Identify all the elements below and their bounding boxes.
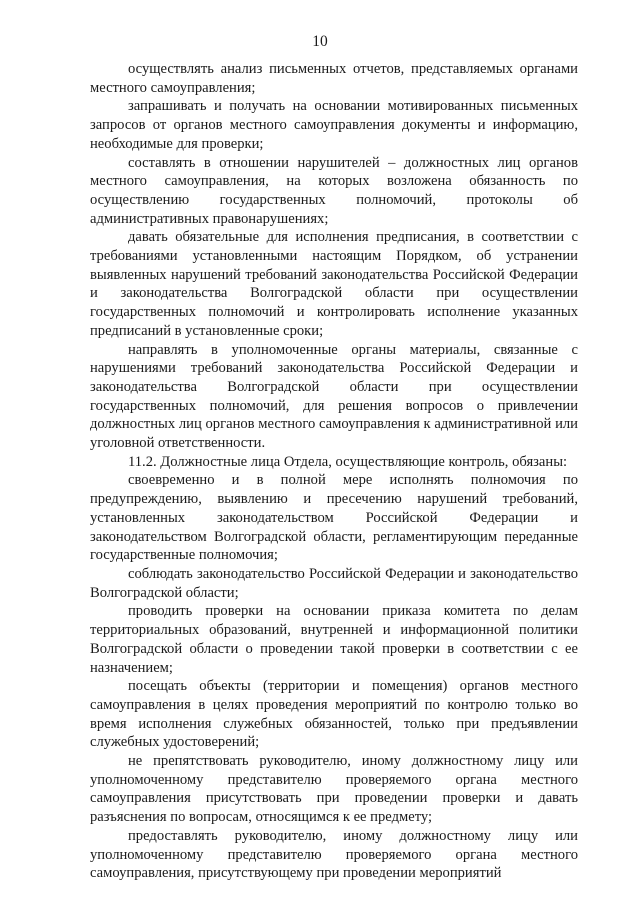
document-body — [90, 60, 578, 883]
paragraph-visit-objects: посещать объекты (территории и помещения) органов местного самоуправления в целях проведения мероприятий по контролю только во время исполнения служебных обязанностей, только при предъявлении служебных удостоверений; — [90, 678, 578, 751]
paragraph-draw-protocols: составлять в отношении нарушителей – должностных лиц органов местного самоуправления, на которых возложена обязанность по осуществлению государственных полномочий, протоколы об административных правонарушениях; — [90, 154, 578, 227]
paragraph-request-documents: запрашивать и получать на основании мотивированных письменных запросов от органов местного самоуправления документы и информацию, необходимые для проверки; — [90, 98, 578, 152]
paragraph-send-materials: направлять в уполномоченные органы материалы, связанные с нарушениями требований законодательства Российской Федерации и законодательства Волгоградской области при осуществлении государственных полномочий, для решения вопросов о привлечении должностных лиц органов местного самоуправления к административной или уголовной ответственности. — [90, 341, 578, 452]
paragraph-comply-law: соблюдать законодательство Российской Федерации и законодательство Волгоградской области; — [90, 565, 578, 601]
paragraph-exercise-powers: своевременно и в полной мере исполнять полномочия по предупреждению, выявлению и пресечению нарушений требований, установленных законодательством Российской Федерации и законодательством Волгоградской области, регламентирующим переданные государственные полномочия; — [90, 472, 578, 564]
page-number: 10 — [312, 33, 328, 50]
paragraph-issue-orders: давать обязательные для исполнения предписания, в соответствии с требованиями установленными настоящим Порядком, об устранении выявленных нарушений требований законодательства Российской Федерации и законодательства Волгоградской области при осуществлении государственных полномочий и контролировать исполнение указанных предписаний в установленные сроки; — [90, 229, 578, 339]
paragraph-not-obstruct: не препятствовать руководителю, иному должностному лицу или уполномоченному представителю проверяемого органа местного самоуправления присутствовать при проведении проверки и давать разъяснения по вопросам, относящимся к ее предмету; — [90, 753, 578, 826]
paragraph-conduct-inspections: проводить проверки на основании приказа комитета по делам территориальных образований, внутренней и информационной политики Волгоградской области о проведении такой проверки в соответствии с ее назначением; — [90, 603, 578, 676]
paragraph-provide-information: предоставлять руководителю, иному должностному лицу или уполномоченному представителю проверяемого органа местного самоуправления, присутствующему при проведении мероприятий — [90, 827, 578, 882]
paragraph-section-11-2: 11.2. Должностные лица Отдела, осуществляющие контроль, обязаны: — [128, 453, 568, 470]
paragraph-analyze-reports: осуществлять анализ письменных отчетов, представляемых органами местного самоуправления; — [90, 61, 578, 96]
